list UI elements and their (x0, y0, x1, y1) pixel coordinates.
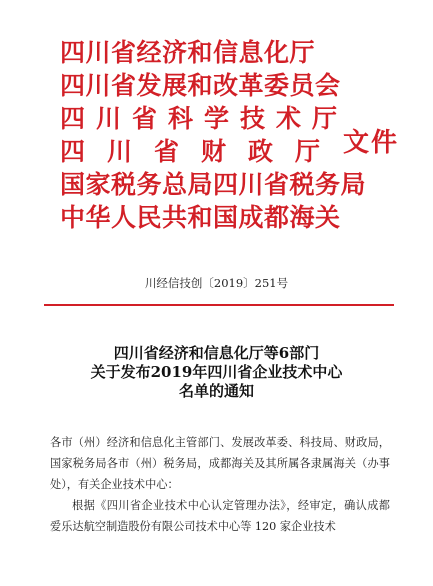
document-suffix: 文件 (343, 128, 400, 158)
title-line: 名单的通知 (178, 382, 254, 400)
issuer-line: 四川省经济和信息化厅 (60, 38, 316, 67)
issuer-line: 国家税务总局四川省税务局 (60, 170, 367, 199)
issuer-line: 四川省财政厅 (60, 137, 343, 166)
title-line: 四川省经济和信息化厅等6部门 (113, 344, 320, 362)
issuer-line: 四川省发展和改革委员会 (60, 71, 341, 100)
notice-title (0, 344, 433, 401)
red-divider (44, 304, 394, 306)
issuer-line: 四川省科学技术厅 (60, 104, 349, 133)
document-number: 川经信技创〔2019〕251号 (144, 276, 289, 290)
body-paragraph: 根据《四川省企业技术中心认定管理办法》，经审定，确认成都爱乐达航空制造股份有限公司技术中心等 120 家企业技术 (50, 499, 390, 533)
issuer-line: 中华人民共和国成都海关 (60, 203, 341, 232)
title-line: 关于发布2019年四川省企业技术中心 (90, 363, 343, 381)
issuing-agencies (60, 38, 367, 238)
salutation-paragraph: 各市（州）经济和信息化主管部门、发展改革委、科技局、财政局，国家税务局各市（州）税务局，成都海关及其所属各隶属海关（办事处），有关企业技术中心： (50, 436, 390, 491)
notice-body (50, 432, 390, 537)
